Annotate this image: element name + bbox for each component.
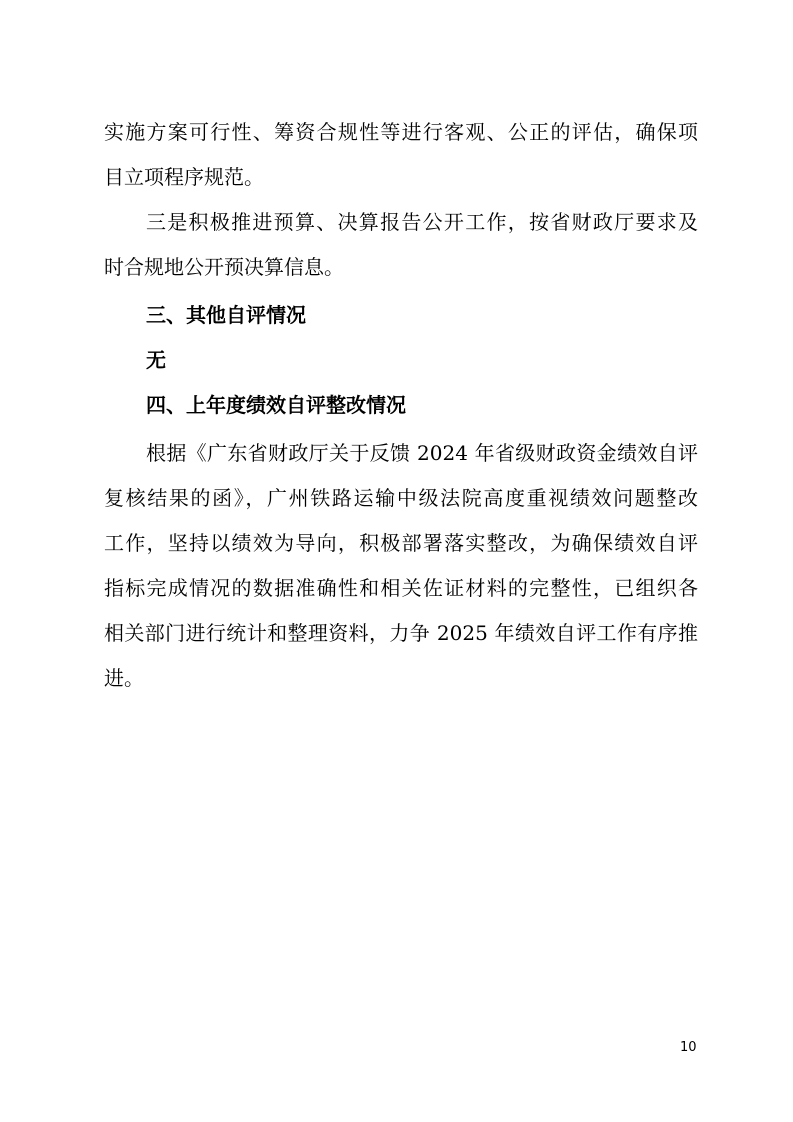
section-4-line-3: 工作，坚持以绩效为导向，积极部署落实整改，为确保绩效自评 — [104, 531, 698, 555]
section-4-line-2: 复核结果的函》，广州铁路运输中级法院高度重视绩效问题整改 — [104, 486, 698, 510]
document-page — [104, 110, 698, 701]
paragraph-2-line-2: 时合规地公开预决算信息。 — [104, 255, 344, 279]
page-number: 10 — [680, 1040, 697, 1055]
section-4-line-4: 指标完成情况的数据准确性和相关佐证材料的完整性，已组织各 — [104, 576, 698, 600]
paragraph-2-line-1: 三是积极推进预算、决算报告公开工作，按省财政厅要求及 — [146, 210, 698, 234]
section-4-line-1: 根据《广东省财政厅关于反馈 2024 年省级财政资金绩效自评 — [146, 441, 698, 465]
paragraph-1-line-2: 目立项程序规范。 — [104, 165, 264, 189]
section-3-heading: 三、其他自评情况 — [146, 303, 306, 327]
section-3-body: 无 — [146, 348, 166, 372]
section-4-heading: 四、上年度绩效自评整改情况 — [146, 393, 406, 417]
section-4-line-5: 相关部门进行统计和整理资料，力争 2025 年绩效自评工作有序推 — [104, 621, 698, 645]
paragraph-1-line-1: 实施方案可行性、筹资合规性等进行客观、公正的评估，确保项 — [104, 120, 698, 144]
section-4-line-6: 进。 — [104, 666, 144, 690]
